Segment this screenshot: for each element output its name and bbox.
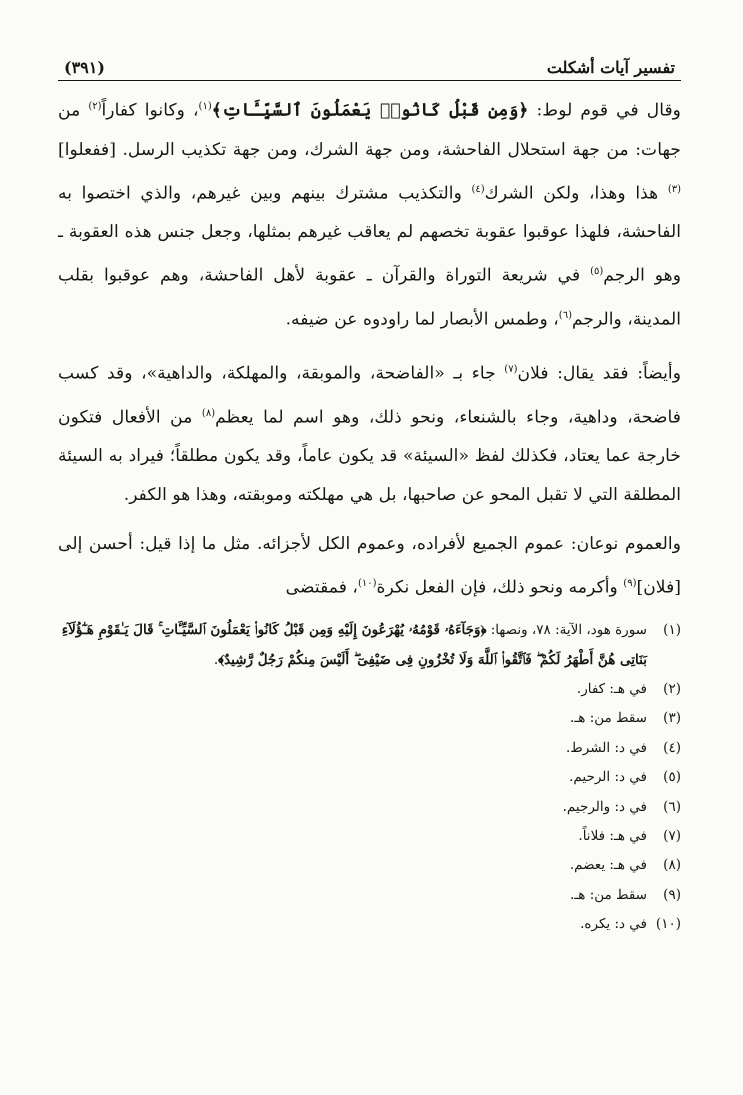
footnote-marker[interactable]: (١٠) — [357, 578, 377, 590]
footnote-number: (٦) — [663, 798, 681, 815]
footnote-item — [58, 704, 681, 733]
footnote-marker[interactable]: (٧) — [504, 363, 518, 375]
footnote-text — [58, 704, 647, 733]
text-run: من الأفعال فتكون خارجة عما يعتاد، فكذلك لفظ «السيئة» قد يكون عاماً، وقد يكون مطلقاً؛ فيراد به السيئة المطلقة التي لا تقبل المحو عن صاحبها، بل هي مهلكته وموبقته، وهذا هو الكفر. — [58, 407, 681, 506]
text-run: في شريعة التوراة والقرآن ـ عقوبة لأهل الفاحشة، وهم عوقبوا بقلب المدينة، والرجم — [58, 266, 681, 330]
footnote-item — [58, 793, 681, 822]
footnote-item — [58, 675, 681, 704]
footnote-text — [58, 851, 647, 880]
footnote-number: (١) — [663, 622, 681, 639]
footnote-text — [58, 881, 647, 910]
quran-quote: ﴿وَجَآءَهُۥ قَوْمُهُۥ يُهْرَعُونَ إِلَيْهِ وَمِن قَبْلُ كَانُوا۟ يَعْمَلُونَ ٱلسَّيِّـَٔاتِ ۚ قَالَ يَـٰقَوْمِ هَـٰٓؤُلَآءِ بَنَاتِى هُنَّ أَطْهَرُ لَكُمْ ۖ فَٱتَّقُوا۟ ٱللَّهَ وَلَا تُخْزُونِ فِى ضَيْفِىٓ ۖ أَلَيْسَ مِنكُمْ رَجُلٌ رَّشِيدٌ﴾ — [61, 622, 647, 668]
footnote-number: (٣) — [663, 710, 681, 727]
footnote-item — [58, 734, 681, 763]
text-run: سقط من: هـ. — [570, 886, 647, 903]
footnote-number: (٨) — [663, 857, 681, 874]
footnote-marker[interactable]: (١) — [198, 101, 212, 112]
text-run: وأكرمه ونحو ذلك، فإن الفعل نكرة — [376, 578, 624, 599]
text-run: وقال في قوم لوط: — [528, 100, 681, 121]
footnote-marker[interactable]: (٤) — [471, 183, 485, 195]
text-run: في د: يكره. — [580, 916, 647, 933]
footnote-item — [58, 910, 681, 939]
text-run: ، وطمس الأبصار لما راودوه عن ضيفه. — [285, 309, 559, 330]
text-run: هذا وهذا، ولكن الشرك — [484, 183, 668, 204]
paragraph — [58, 350, 681, 515]
header-rule — [58, 80, 681, 81]
footnote-number: (٥) — [663, 769, 681, 786]
body-text — [58, 87, 681, 608]
footnote-text — [58, 763, 647, 792]
footnote-item — [58, 763, 681, 792]
footnote-number: (٢) — [663, 680, 681, 697]
text-run: ، فمقتضى — [285, 578, 358, 599]
text-run: في د: والرجيم. — [562, 798, 647, 815]
footnote-text — [58, 793, 647, 822]
footnote-marker[interactable]: (٥) — [590, 266, 604, 278]
footnote-marker[interactable]: (٨) — [201, 407, 216, 419]
footnote-marker[interactable]: (٢) — [88, 101, 102, 112]
footnote-marker[interactable]: (٩) — [623, 578, 637, 590]
paragraph — [58, 87, 681, 340]
footnotes — [58, 616, 681, 939]
text-run: في د: الشرط. — [566, 739, 647, 756]
footnote-number: (٩) — [663, 886, 681, 903]
text-run: في هـ: يعضم. — [569, 857, 647, 874]
text-run: جاء بـ «الفاضحة، والموبقة، والمهلكة، والداهية»، وقد كسب فاضحة، وداهية، وجاء بالشنعاء، ونحو ذلك، وهو اسم لما يعظم — [58, 363, 681, 428]
footnote-text — [58, 734, 647, 763]
footnote-text — [58, 616, 647, 675]
footnote-number: (٤) — [663, 739, 681, 756]
footnote-text — [58, 910, 647, 939]
text-run: في د: الرحيم. — [569, 769, 647, 786]
footnote-text — [58, 822, 647, 851]
footnote-item — [58, 616, 681, 675]
quran-quote: ﴿وَمِن قَبْلُ كَانُوا۟ يَعْمَلُونَ ٱلسَّيِّـَٔاتِ﴾ — [211, 100, 529, 121]
footnote-marker[interactable]: (٦) — [558, 310, 572, 322]
text-run: سورة هود، الآية: ٧٨، ونصها: — [486, 622, 647, 639]
footnote-item — [58, 881, 681, 910]
running-header — [58, 58, 681, 80]
text-run: وأيضاً: فقد يقال: فلان — [517, 363, 682, 384]
paragraph — [58, 525, 681, 608]
footnote-item — [58, 822, 681, 851]
footnote-number: (١٠) — [655, 916, 681, 933]
running-title: تفسير آيات أشكلت — [546, 58, 675, 77]
text-run: من جهات: من جهة استحلال الفاحشة، ومن جهة الشرك، ومن جهة تكذيب الرسل. [ففعلوا] — [58, 100, 681, 160]
footnote-number: (٧) — [663, 827, 681, 844]
footnote-text — [58, 675, 647, 704]
text-run: والتكذيب مشترك بينهم وبين غيرهم، والذي اختصوا به الفاحشة، فلهذا عوقبوا عقوبة تخصهم لم يعاقب غيرهم بمثلها، وجعل جنس هذه العقوبة ـ وهو الرجم — [58, 183, 681, 287]
footnote-item — [58, 851, 681, 880]
text-run: ، وكانوا كفاراً — [101, 100, 199, 121]
text-run: والعموم نوعان: عموم الجميع لأفراده، وعموم الكل لأجزائه. مثل ما إذا قيل: أحسن إلى [فلان] — [58, 534, 681, 599]
text-run: . — [213, 651, 219, 668]
page-number: (٣٩١) — [64, 58, 105, 77]
text-run: في هـ: فلاناً. — [578, 827, 647, 844]
text-run: في هـ: كفار. — [576, 680, 647, 697]
footnote-marker[interactable]: (٣) — [667, 183, 681, 195]
text-run: سقط من: هـ. — [570, 710, 647, 727]
